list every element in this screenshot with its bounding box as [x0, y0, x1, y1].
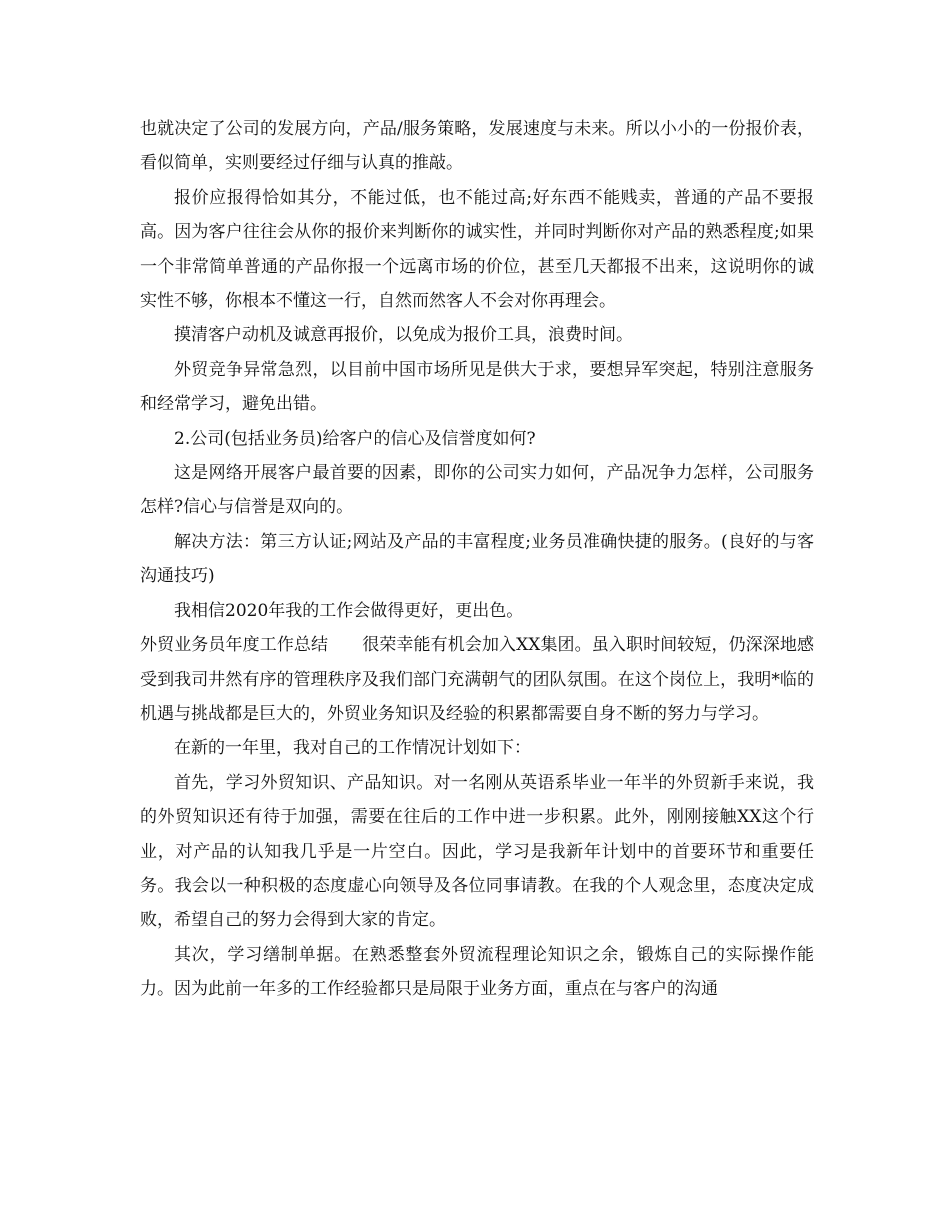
paragraph-customer-motive: 摸清客户动机及诚意再报价，以免成为报价工具，浪费时间。 [174, 325, 633, 346]
document-body [140, 112, 814, 1007]
paragraph-annual-summary [140, 628, 814, 731]
paragraph-plan-intro: 在新的一年里，我对自己的工作情况计划如下： [174, 738, 531, 759]
summary-intro-text: 很荣幸能有机会加入XX集团。虽入职时间较短，仍深深地感受到我司井然有序的管理秩序及我们部门充满朝气的团队氛围。在这个岗位上，我明*临的机遇与挑战都是巨大的，外贸业务知识及经验的积累都需要自身不断的努力与学习。 [140, 635, 814, 724]
paragraph-plan-first: 首先，学习外贸知识、产品知识。对一名刚从英语系毕业一年半的外贸新手来说，我的外贸知识还有待于加强，需要在往后的工作中进一步积累。此外，刚刚接触XX这个行业，对产品的认知我几乎是一片空白。因此，学习是我新年计划中的首要环节和重要任务。我会以一种积极的态度虚心向领导及各位同事请教。在我的个人观念里，态度决定成败，希望自己的努力会得到大家的肯定。 [140, 772, 814, 931]
summary-title: 外贸业务员年度工作总结 [140, 635, 329, 656]
paragraph-closing-statement: 我相信2020年我的工作会做得更好，更出色。 [174, 600, 524, 621]
paragraph-solution: 解决方法：第三方认证;网站及产品的丰富程度;业务员准确快捷的服务。(良好的与客沟通技巧) [140, 531, 814, 587]
paragraph-plan-second: 其次，学习缮制单据。在熟悉整套外贸流程理论知识之余，锻炼自己的实际操作能力。因为此前一年多的工作经验都只是局限于业务方面，重点在与客户的沟通 [140, 944, 814, 1000]
paragraph-pricing-principle: 报价应报得恰如其分，不能过低，也不能过高;好东西不能贱卖，普通的产品不要报高。因为客户往往会从你的报价来判断你的诚实性，并同时判断你对产品的熟悉程度;如果一个非常简单普通的产品你报一个远离市场的价位，甚至几天都报不出来，这说明你的诚实性不够，你根本不懂这一行，自然而然客人不会对你再理会。 [140, 187, 814, 312]
paragraph-credibility: 这是网络开展客户最首要的因素，即你的公司实力如何，产品况争力怎样，公司服务怎样?信心与信誉是双向的。 [140, 463, 814, 518]
paragraph-competition: 外贸竞争异常急烈，以目前中国市场所见是供大于求，要想异军突起，特别注意服务和经常学习，避免出错。 [140, 359, 814, 415]
paragraph-report-conclusion: 也就决定了公司的发展方向，产品/服务策略，发展速度与未来。所以小小的一份报价表，看似简单，实则要经过仔细与认真的推敲。 [140, 119, 814, 174]
section-heading-credibility: 2.公司(包括业务员)给客户的信心及信誉度如何? [174, 428, 536, 449]
